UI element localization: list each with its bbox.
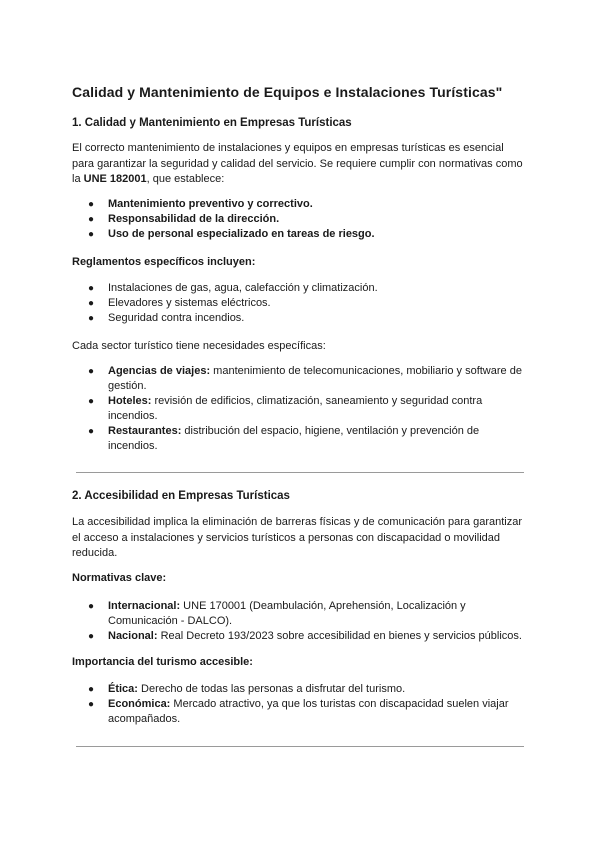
list-item bbox=[72, 424, 528, 454]
sector-label: Restaurantes: bbox=[108, 425, 182, 437]
norm-text: UNE 170001 (Deambulación, Aprehensión, Localización y Comunicación - DALCO). bbox=[108, 600, 466, 627]
importance-text: Mercado atractivo, ya que los turistas con discapacidad suelen viajar acompañados. bbox=[108, 698, 509, 725]
section-1-heading: 1. Calidad y Mantenimiento en Empresas Turísticas bbox=[72, 117, 352, 129]
sectors-intro: Cada sector turístico tiene necesidades específicas: bbox=[72, 340, 326, 352]
bullet-icon: ● bbox=[88, 229, 95, 240]
list-item bbox=[72, 227, 528, 242]
bullet-icon: ● bbox=[88, 298, 95, 309]
requirements-list bbox=[72, 197, 528, 242]
regulations-list bbox=[72, 281, 528, 326]
list-item bbox=[72, 311, 528, 326]
sector-text: revisión de edificios, climatización, saneamiento y seguridad contra incendios. bbox=[108, 395, 483, 422]
bullet-icon: ● bbox=[88, 396, 95, 407]
list-item-text: Elevadores y sistemas eléctricos. bbox=[108, 297, 271, 309]
bullet-icon: ● bbox=[88, 426, 95, 437]
list-item bbox=[72, 394, 528, 424]
sector-text: distribución del espacio, higiene, ventilación y prevención de incendios. bbox=[108, 425, 480, 452]
list-item bbox=[72, 364, 528, 394]
bullet-icon: ● bbox=[88, 283, 95, 294]
list-item bbox=[72, 697, 528, 727]
bullet-icon: ● bbox=[88, 601, 95, 612]
sector-text: mantenimiento de telecomunicaciones, mobiliario y software de gestión. bbox=[108, 365, 522, 392]
importance-list bbox=[72, 682, 528, 727]
section-1-intro-text: El correcto mantenimiento de instalaciones y equipos en empresas turísticas es esencial para garantizar la seguridad y calidad del servicio. Se requiere cumplir con normativas como la bbox=[72, 142, 523, 185]
regulations-heading: Reglamentos específicos incluyen: bbox=[72, 256, 256, 268]
importance-heading: Importancia del turismo accesible: bbox=[72, 656, 253, 668]
bullet-icon: ● bbox=[88, 366, 95, 377]
list-item bbox=[72, 296, 528, 311]
section-2-intro: La accesibilidad implica la eliminación de barreras físicas y de comunicación para garantizar el acceso a instalaciones y servicios turísticos a personas con discapacidad o movilidad reducida. bbox=[72, 516, 523, 559]
bullet-icon: ● bbox=[88, 313, 95, 324]
section-1-intro bbox=[72, 141, 528, 188]
sector-label: Hoteles: bbox=[108, 395, 152, 407]
list-item bbox=[72, 212, 528, 227]
list-item bbox=[72, 599, 528, 629]
norm-label: Nacional: bbox=[108, 630, 158, 642]
importance-label: Ética: bbox=[108, 683, 138, 695]
bullet-icon: ● bbox=[88, 684, 95, 695]
list-item-text: Instalaciones de gas, agua, calefacción y climatización. bbox=[108, 282, 378, 294]
une-182001-reference: UNE 182001 bbox=[83, 173, 147, 185]
bullet-icon: ● bbox=[88, 214, 95, 225]
list-item bbox=[72, 197, 528, 212]
list-item bbox=[72, 281, 528, 296]
document-title: Calidad y Mantenimiento de Equipos e Instalaciones Turísticas" bbox=[72, 84, 503, 100]
list-item-text: Mantenimiento preventivo y correctivo. bbox=[108, 198, 313, 210]
list-item-text: Seguridad contra incendios. bbox=[108, 312, 245, 324]
importance-text: Derecho de todas las personas a disfrutar del turismo. bbox=[137, 683, 406, 695]
section-1-intro-end: , que establece: bbox=[146, 173, 225, 185]
sector-label: Agencias de viajes: bbox=[108, 365, 211, 377]
list-item-text: Uso de personal especializado en tareas de riesgo. bbox=[108, 228, 375, 240]
list-item bbox=[72, 682, 528, 697]
bullet-icon: ● bbox=[88, 699, 95, 710]
norm-label: Internacional: bbox=[108, 600, 181, 612]
importance-label: Económica: bbox=[108, 698, 171, 710]
section-divider bbox=[76, 472, 524, 473]
bullet-icon: ● bbox=[88, 199, 95, 210]
section-2-heading: 2. Accesibilidad en Empresas Turísticas bbox=[72, 490, 290, 502]
sectors-list bbox=[72, 364, 528, 454]
list-item-text: Responsabilidad de la dirección. bbox=[108, 213, 280, 225]
list-item bbox=[72, 629, 528, 644]
bullet-icon: ● bbox=[88, 631, 95, 642]
section-divider bbox=[76, 746, 524, 747]
norm-text: Real Decreto 193/2023 sobre accesibilidad en bienes y servicios públicos. bbox=[157, 630, 522, 642]
norms-list bbox=[72, 599, 528, 644]
norms-heading: Normativas clave: bbox=[72, 572, 167, 584]
